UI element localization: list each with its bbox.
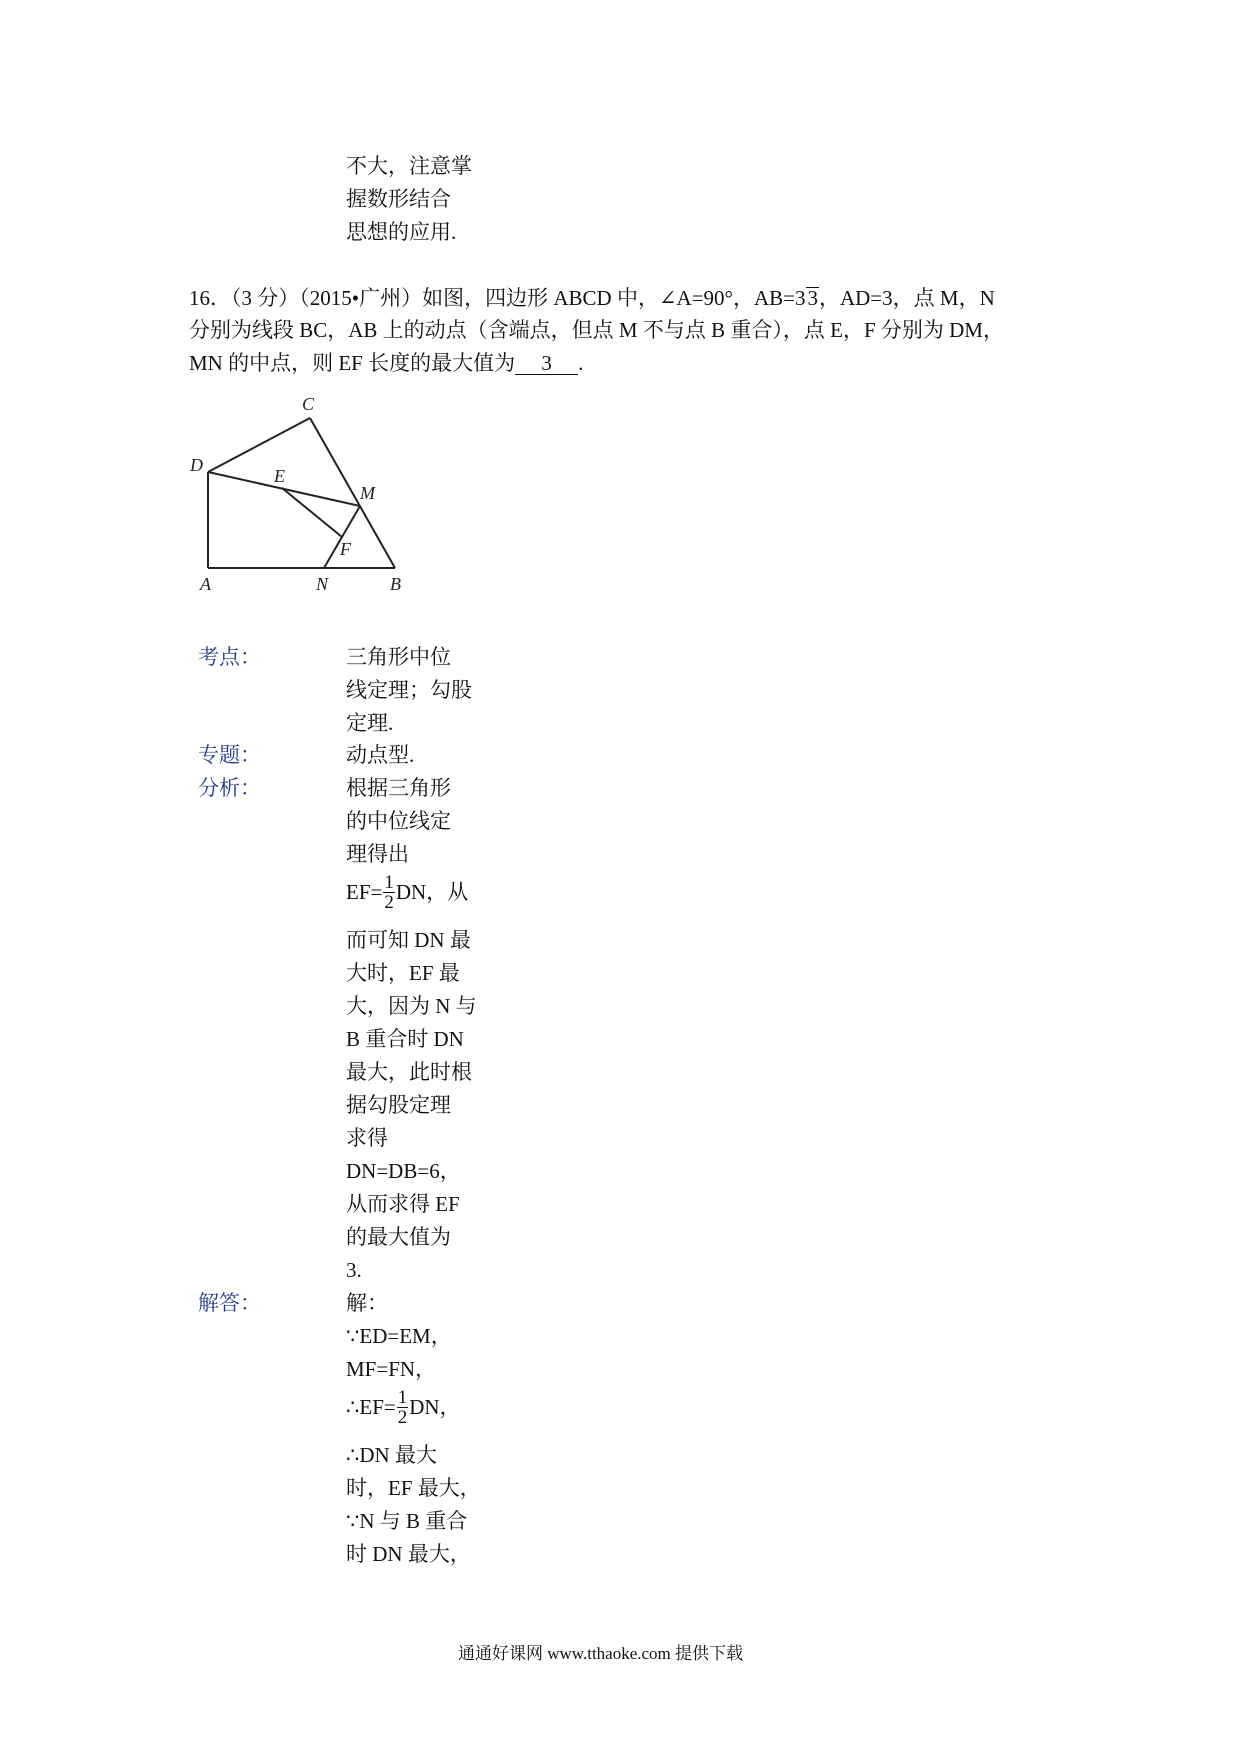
jieda-line: 时 DN 最大， — [346, 1542, 471, 1566]
fenxi-line: 据勾股定理 — [346, 1093, 451, 1117]
jieda-line: ∵ED=EM， — [346, 1324, 452, 1348]
fenxi-line: 的中位线定 — [346, 809, 451, 833]
label-M: M — [360, 483, 375, 503]
zhuanti-label: 专题： — [198, 743, 261, 767]
label-B: B — [390, 574, 401, 594]
fenxi-line: 的最大值为 — [346, 1225, 451, 1249]
zhuanti-line: 动点型. — [346, 743, 415, 767]
fenxi-line: 求得 — [346, 1126, 388, 1150]
fraction: $\frac{1}{2}$ — [384, 872, 394, 913]
kaodian-line: 定理. — [346, 711, 394, 735]
label-D: D — [190, 455, 203, 475]
kaodian-label: 考点： — [198, 645, 261, 669]
fenxi-line: 大，因为 N 与 — [346, 994, 477, 1018]
kaodian-line: 线定理；勾股 — [346, 678, 472, 702]
segment-BC — [310, 418, 395, 568]
jieda-fraction-line: ∴EF= $\frac{1}{2}$ DN， — [346, 1387, 461, 1428]
jieda-line: ∴DN 最大 — [346, 1443, 437, 1467]
fenxi-line: DN=DB=6， — [346, 1159, 461, 1183]
fenxi-line: 而可知 DN 最 — [346, 928, 471, 952]
fenxi-line: 理得出 — [346, 842, 409, 866]
fenxi-fraction-line: EF= $\frac{1}{2}$ DN，从 — [346, 872, 469, 913]
label-E: E — [274, 466, 285, 486]
label-C: C — [302, 394, 315, 414]
sqrt-symbol: 3 — [807, 286, 818, 310]
fenxi-line: 大时，EF 最 — [346, 961, 460, 985]
question-text: ，AD=3，点 M，N — [818, 286, 995, 310]
segment-CD — [208, 418, 310, 472]
kaodian-line: 三角形中位 — [346, 645, 451, 669]
jieda-line: 时，EF 最大， — [346, 1476, 481, 1500]
label-F: F — [340, 539, 351, 559]
question-text: 16．（3 分）（2015•广州）如图，四边形 ABCD 中，∠A=90°，AB=3 — [189, 286, 806, 310]
question-text: MN 的中点，则 EF 长度的最大值为 — [189, 351, 516, 375]
jieda-line: ∵N 与 B 重合 — [346, 1509, 468, 1533]
question-line-2: 分别为线段 BC，AB 上的动点（含端点，但点 M 不与点 B 重合），点 E，F 分别为 DM， — [189, 318, 1004, 342]
label-N: N — [316, 574, 329, 594]
question-text: . — [578, 351, 584, 375]
prev-analysis-line: 握数形结合 — [346, 187, 451, 211]
label-A: A — [200, 574, 211, 594]
fenxi-line: 3. — [346, 1258, 362, 1282]
fenxi-line: 最大，此时根 — [346, 1060, 472, 1084]
question-line-3 — [189, 353, 583, 375]
prev-analysis-line: 思想的应用. — [346, 220, 457, 244]
geometry-figure — [180, 385, 430, 595]
jieda-line: MF=FN， — [346, 1357, 437, 1381]
fenxi-label: 分析： — [198, 776, 261, 800]
answer-blank: 3 — [515, 353, 578, 375]
question-line-1 — [189, 287, 995, 309]
fenxi-line: 根据三角形 — [346, 776, 451, 800]
jieda-line: 解： — [346, 1291, 388, 1315]
fenxi-line: B 重合时 DN — [346, 1027, 464, 1051]
jieda-label: 解答： — [198, 1291, 261, 1315]
fenxi-line: 从而求得 EF — [346, 1192, 460, 1216]
page-footer: 通通好课网 www.tthaoke.com 提供下载 — [458, 1644, 744, 1663]
prev-analysis-line: 不大，注意掌 — [346, 154, 472, 178]
fraction: $\frac{1}{2}$ — [397, 1387, 408, 1428]
